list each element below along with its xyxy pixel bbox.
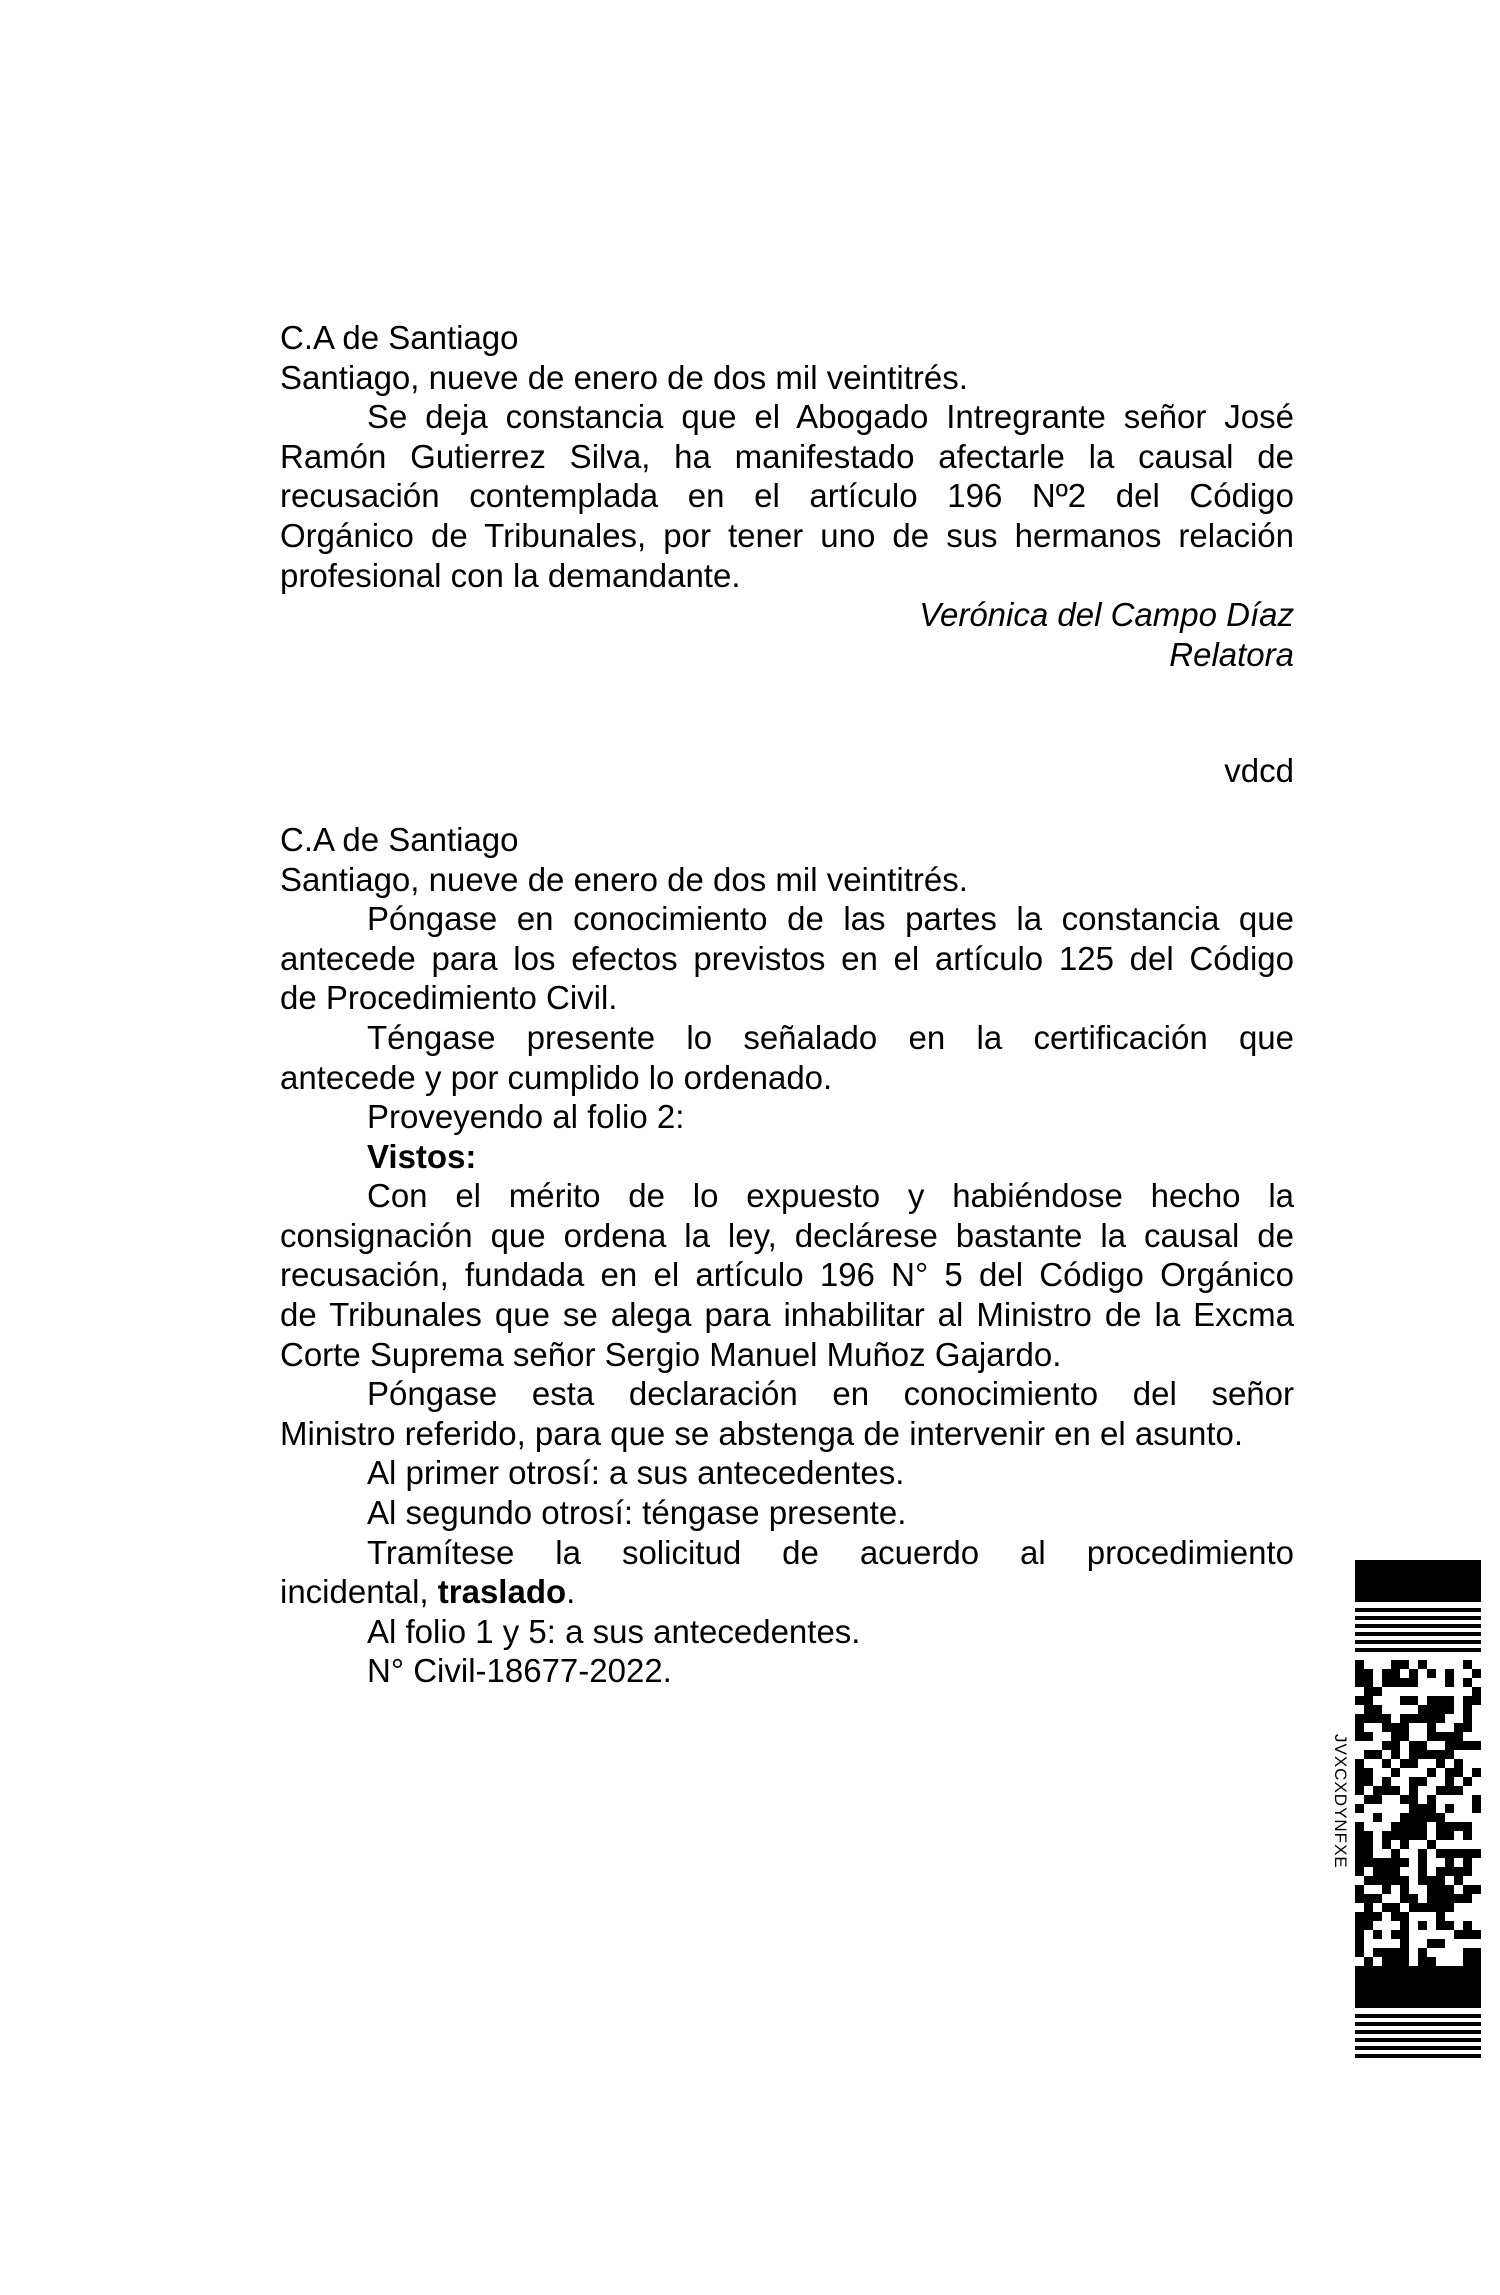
text-line: de Tribunales que se alega para inhabilitar al Ministro de la Excma [280, 1296, 1294, 1334]
text-line: Se deja constancia que el Abogado Intregrante señor José [367, 398, 1294, 436]
verification-code: JVXCXDYNFXE [1331, 1734, 1350, 1869]
text-line: Póngase esta declaración en conocimiento del señor [367, 1375, 1294, 1413]
resolution-date: Santiago, nueve de enero de dos mil veintitrés. [280, 860, 968, 898]
text-line: Ministro referido, para que se abstenga de intervenir en el asunto. [280, 1414, 1244, 1452]
text-line: Ramón Gutierrez Silva, ha manifestado afectarle la causal de [280, 437, 1294, 475]
text-line: recusación contemplada en el artículo 196 Nº2 del Código [280, 477, 1294, 515]
paragraph-declaracion [280, 1374, 1294, 1453]
text-line: profesional con la demandante. [280, 556, 741, 594]
text-line: recusación, fundada en el artículo 196 N° 5 del Código Orgánico [280, 1256, 1294, 1294]
text-line: antecede para los efectos previstos en el artículo 125 del Código [280, 939, 1294, 977]
paragraph-certificacion [280, 1018, 1294, 1097]
initials: vdcd [1224, 752, 1294, 790]
court-name: C.A de Santiago [280, 820, 519, 858]
vistos-heading: Vistos: [367, 1137, 477, 1175]
constancia-paragraph [280, 397, 1294, 595]
text-line: antecede y por cumplido lo ordenado. [280, 1058, 833, 1096]
document-body [280, 318, 1294, 1691]
verification-barcode [1355, 1560, 1481, 2058]
paragraph-conocimiento [280, 899, 1294, 1018]
text-line: consignación que ordena la ley, declárese bastante la causal de [280, 1216, 1294, 1254]
signer-role: Relatora [1169, 635, 1294, 673]
segundo-otrosi: Al segundo otrosí: téngase presente. [367, 1494, 907, 1532]
text-line: de Procedimiento Civil. [280, 979, 618, 1017]
text-line: Corte Suprema señor Sergio Manuel Muñoz Gajardo. [280, 1335, 1062, 1373]
text-line: Póngase en conocimiento de las partes la constancia que [367, 900, 1294, 938]
proveyendo-line: Proveyendo al folio 2: [367, 1098, 685, 1136]
paragraph-tramitese [280, 1533, 1294, 1612]
text-line: Téngase presente lo señalado en la certificación que [367, 1018, 1294, 1056]
traslado-bold: traslado [437, 1573, 567, 1611]
resolution-date: Santiago, nueve de enero de dos mil veintitrés. [280, 358, 968, 396]
folio-line: Al folio 1 y 5: a sus antecedentes. [367, 1612, 861, 1650]
text-line: Tramítese la solicitud de acuerdo al procedimiento [367, 1533, 1294, 1571]
text-line: Con el mérito de lo expuesto y habiéndose hecho la [367, 1177, 1294, 1215]
text-line: incidental, traslado. [280, 1573, 576, 1611]
resolution-1 [280, 318, 1294, 791]
court-name: C.A de Santiago [280, 319, 519, 356]
resolution-2 [280, 820, 1294, 1691]
paragraph-recusacion [280, 1176, 1294, 1374]
signer-name: Verónica del Campo Díaz [919, 596, 1294, 634]
case-number: N° Civil-18677-2022. [367, 1652, 672, 1690]
primer-otrosi: Al primer otrosí: a sus antecedentes. [367, 1454, 905, 1492]
text-line: Orgánico de Tribunales, por tener uno de sus hermanos relación [280, 516, 1294, 554]
